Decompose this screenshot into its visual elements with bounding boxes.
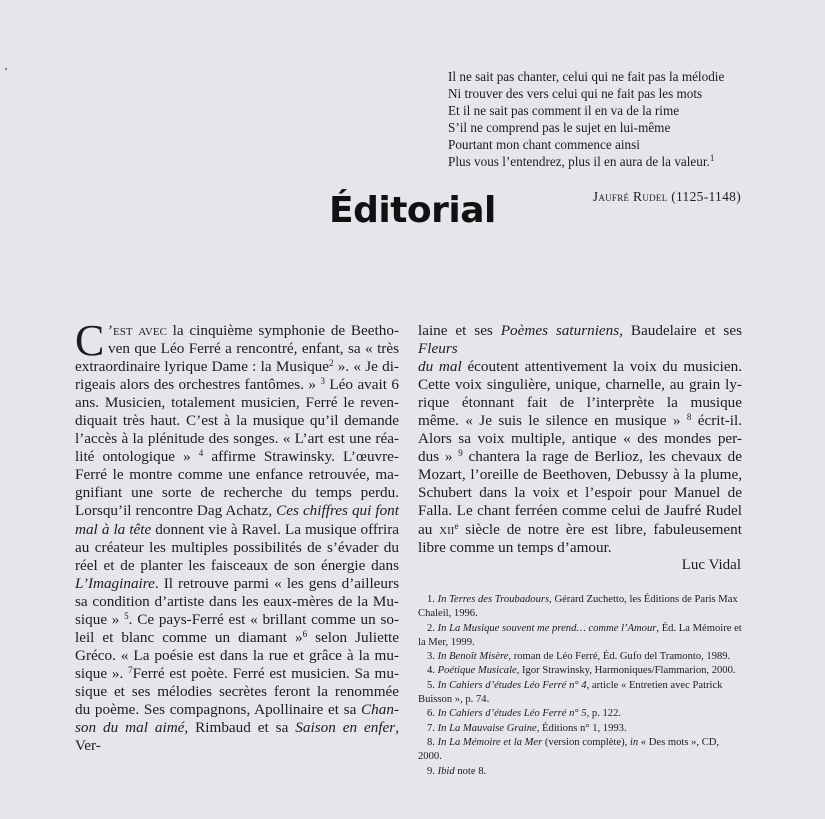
text: note 8. xyxy=(454,765,487,777)
text: . Il retrouve parmi « les gens d’ailleurs xyxy=(154,574,399,592)
text-line xyxy=(75,466,399,484)
text-line xyxy=(75,448,399,466)
poem-line: Et il ne sait pas comment il en va de la rime xyxy=(448,103,680,118)
text-line xyxy=(418,521,742,539)
text-line xyxy=(75,521,399,539)
italic-text: Saison en enfer xyxy=(295,719,396,737)
text: Cette voix singulière, unique, charnelle, au grain ly- xyxy=(418,376,742,394)
italic-text: In Benoît Misère xyxy=(437,651,509,663)
text: , article « Entretien avec Patrick Buisson », p. 74. xyxy=(418,679,723,706)
text-line xyxy=(75,683,399,701)
text-line xyxy=(75,322,399,340)
text-line xyxy=(75,647,399,665)
text-line xyxy=(75,502,399,520)
footnote-ref: 1 xyxy=(709,153,715,163)
italic-text: In La Mauvaise Graine xyxy=(437,722,537,734)
small-caps-text: xii xyxy=(439,520,455,538)
small-caps-text: ’est avec xyxy=(108,322,167,339)
right-column xyxy=(418,322,742,557)
text: sique ». xyxy=(75,664,129,682)
text: la cinquième symphonie de Beetho- xyxy=(166,322,400,339)
text: ». « Je di- xyxy=(333,358,399,376)
text: Ferré le montre comme une enfance retrouvée, ma- xyxy=(75,466,399,484)
footnote xyxy=(418,664,744,678)
text: 3. xyxy=(427,651,438,663)
text: 7. xyxy=(427,722,438,734)
text: extraordinaire lyrique Dame : la Musique xyxy=(75,358,330,376)
text: sique » xyxy=(75,610,125,628)
text-line xyxy=(75,539,399,557)
text: 9. xyxy=(427,765,438,777)
footnote xyxy=(418,722,744,736)
text: réel et de planter les faisceaux de son énergie dans xyxy=(75,556,399,574)
text: écoutent attentivement la voix du musicien. xyxy=(461,358,742,376)
footnote xyxy=(418,707,744,721)
text-line xyxy=(75,430,399,448)
text: 1. xyxy=(427,594,438,605)
footnote-ref: 8 xyxy=(686,412,692,423)
poem-line: Ni trouver des vers celui qui ne fait pas les mots xyxy=(448,86,703,101)
text: chantera la rage de Berlioz, les chevaux de xyxy=(462,448,742,466)
poem-line: Pourtant mon chant commence ainsi xyxy=(448,137,640,152)
text-line xyxy=(418,358,742,376)
text: au créateur les multiples possibilités de s’évader du xyxy=(75,538,399,556)
left-column xyxy=(75,316,400,755)
text: rigeais alors des orchestres fantômes. » xyxy=(75,376,321,394)
text: affirme Strawinsky. L’œuvre- xyxy=(203,448,399,466)
text: . Ce pays-Ferré est « brillant comme un so- xyxy=(128,610,400,628)
italic-text: Poétique Musicale xyxy=(437,665,517,677)
poem-line xyxy=(448,153,724,170)
text: Lorsqu’il rencontre Dag Achatz, xyxy=(75,502,277,520)
text-line xyxy=(75,593,399,611)
text: Gérard Zuchetto, les Éditions de Paris Max Chaleil, 1996. xyxy=(418,594,738,620)
text: dus » xyxy=(418,448,459,466)
text-line xyxy=(75,412,399,430)
drop-cap: C xyxy=(75,316,105,365)
footnote xyxy=(418,679,744,708)
footnote-ref: 4 xyxy=(198,448,204,459)
text-line xyxy=(75,629,399,647)
italic-text: In La Mémoire et la Mer xyxy=(437,736,543,748)
text-line xyxy=(418,322,742,358)
italic-text: in xyxy=(629,736,639,748)
text: Ferré est poète. Ferré est musicien. Sa mu- xyxy=(132,664,399,682)
text-line xyxy=(418,466,742,484)
text: 5. xyxy=(427,679,438,691)
text: Gréco. « La poésie est dans la rue et grâce à la mu- xyxy=(75,646,399,664)
text-line xyxy=(75,557,399,575)
footnotes xyxy=(418,593,744,779)
text: (version complète), xyxy=(542,736,630,748)
text: , Igor Strawinsky, Harmoniques/Flammarion, 2000. xyxy=(516,665,736,677)
author-dates: (1125-1148) xyxy=(671,189,741,204)
signature: Luc Vidal xyxy=(681,557,741,573)
footnote xyxy=(418,593,744,622)
italic-text: son du mal aimé xyxy=(75,719,185,737)
italic-text: Fleurs xyxy=(418,340,458,358)
italic-text: Ibid xyxy=(437,765,455,777)
text: ven que Léo Ferré a rencontré, enfant, sa « très xyxy=(108,340,399,358)
text-line xyxy=(75,358,399,376)
text: , Baudelaire et ses xyxy=(619,322,742,339)
text: Léo avait 6 xyxy=(324,376,399,394)
italic-text: In La Musique souvent me prend… comme l’Amour xyxy=(437,622,657,634)
text: , Éditions n° 1, 1993. xyxy=(536,722,627,734)
footnote-ref: e xyxy=(454,520,459,531)
text: 6. xyxy=(427,708,438,720)
text: « Des mots », CD, 2000. xyxy=(418,736,720,763)
text-line xyxy=(75,719,399,755)
footnote xyxy=(418,765,744,779)
footnote-ref: 9 xyxy=(458,448,463,459)
epigraph-poem xyxy=(448,68,724,170)
author-name: Jaufré Rudel xyxy=(592,189,668,204)
text-line xyxy=(75,484,399,502)
italic-text: In Cahiers d’études Léo Ferré n° 4 xyxy=(437,679,587,691)
italic-text: du mal xyxy=(418,358,462,376)
text: siècle de notre ère est libre, fabuleusement xyxy=(458,520,742,538)
italic-text: Ces chiffres qui font xyxy=(276,502,399,520)
text-line xyxy=(75,611,399,629)
footnote-ref: 2 xyxy=(329,358,334,369)
text-line xyxy=(418,539,742,557)
text: au xyxy=(418,520,440,538)
text: du poème. Ses compagnons, Apollinaire et sa xyxy=(75,700,362,718)
text: selon Juliette xyxy=(307,628,399,646)
text-line xyxy=(418,502,742,520)
text: Alors sa voix multiple, antique « des mondes per- xyxy=(418,430,742,448)
italic-text: mal à la tête xyxy=(75,520,152,538)
text-line xyxy=(75,665,399,683)
text: Schubert dans la voix et l’espoir pour Manuel de xyxy=(418,484,742,502)
text: , Ver- xyxy=(75,719,400,755)
text: 2. xyxy=(427,622,438,634)
text: donnent vie à Ravel. La musique offrira xyxy=(151,520,399,538)
italic-text: In Terres des Troubadours, xyxy=(437,594,552,605)
footnote-ref: 6 xyxy=(302,628,308,639)
text: l’accès à la plénitude des songes. « L’art est une réa- xyxy=(75,430,399,448)
epigraph-author xyxy=(593,189,741,205)
italic-text: Chan- xyxy=(361,700,399,718)
footnote xyxy=(418,650,744,664)
poem-line: Il ne sait pas chanter, celui qui ne fait pas la mélodie xyxy=(448,69,725,84)
text-line xyxy=(418,484,742,502)
text-line xyxy=(418,394,742,412)
footnote-ref: 3 xyxy=(320,376,325,387)
footnote-ref: 7 xyxy=(128,664,133,675)
text: écrit-il. xyxy=(691,412,742,430)
footnote xyxy=(418,622,744,651)
text: , roman de Léo Ferré, Éd. Gufo del Tramonto, 1989. xyxy=(508,651,731,663)
text-line xyxy=(75,701,399,719)
text: libre comme un temps d’amour. xyxy=(418,538,612,556)
text: même. « Je suis le silence en musique » xyxy=(418,412,687,430)
text-line xyxy=(418,448,742,466)
text-line xyxy=(75,575,399,593)
text: , p. 122. xyxy=(586,708,622,720)
text: sa condition d’artiste dans les eaux-mères de la Mu- xyxy=(75,592,399,610)
text: Mozart, l’oreille de Beethoven, Debussy à la plume, xyxy=(418,466,742,484)
text: diquait très haut. C’est à la musique qu’il demande xyxy=(75,412,399,430)
text: Falla. Le chant ferréen comme celui de Jaufré Rudel xyxy=(418,502,742,520)
text: laine et ses xyxy=(418,322,501,339)
text-line xyxy=(418,376,742,394)
text: leil et blanc comme un diamant » xyxy=(75,628,303,646)
footnote-ref: 5 xyxy=(124,610,129,621)
text-line xyxy=(75,376,399,394)
text: , Éd. La Mémoire et la Mer, 1999. xyxy=(418,622,742,648)
text: sique et ses mélodies secrètes feront la renommée xyxy=(75,682,399,700)
text: lité ontologique » xyxy=(75,448,199,466)
text-line xyxy=(75,394,399,412)
italic-text: In Cahiers d’études Léo Ferré n° 5 xyxy=(437,708,587,720)
text: 4. xyxy=(427,665,438,677)
italic-text: Poèmes saturniens xyxy=(500,322,620,339)
text-line xyxy=(418,412,742,430)
text-line xyxy=(75,340,399,358)
text: ans. Musicien, totalement musicien, Ferré le reven- xyxy=(75,394,399,412)
text: rique étonnant fait de l’interprète la musique xyxy=(418,394,742,412)
italic-text: L’Imaginaire xyxy=(75,574,155,592)
page-title: Éditorial xyxy=(329,190,496,231)
scan-speck xyxy=(5,68,7,70)
poem-line-text: Plus vous l’entendrez, plus il en aura de la valeur. xyxy=(448,154,710,169)
text: , Rimbaud et sa xyxy=(184,719,296,737)
text: gnifiant une sorte de recherche du temps perdu. xyxy=(75,484,399,502)
footnote xyxy=(418,736,744,765)
text: 8. xyxy=(427,736,438,748)
poem-line: S’il ne comprend pas le sujet en lui-même xyxy=(448,120,671,135)
text-line xyxy=(418,430,742,448)
